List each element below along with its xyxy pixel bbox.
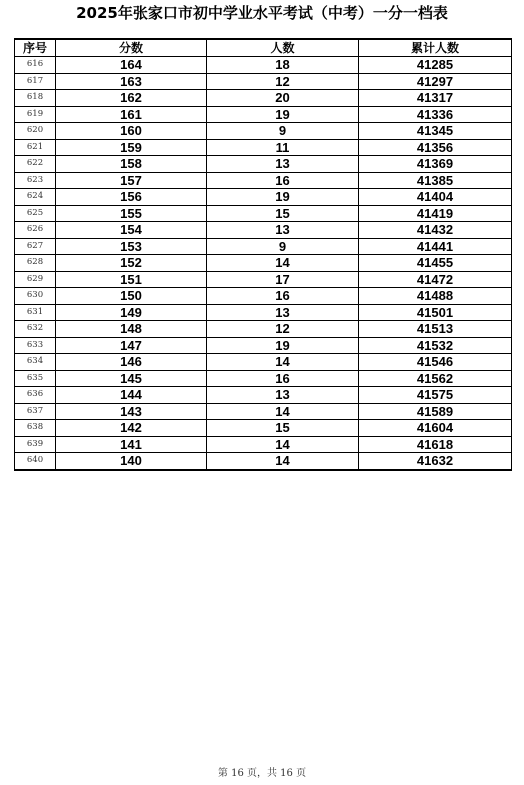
- cell-score: 147: [56, 337, 207, 354]
- cell-seq: 623: [15, 172, 56, 189]
- cell-score: 150: [56, 288, 207, 305]
- header-count: 人数: [207, 39, 359, 57]
- cell-cumulative: 41632: [359, 453, 512, 470]
- cell-cumulative: 41513: [359, 321, 512, 338]
- page-title: 2025年张家口市初中学业水平考试（中考）一分一档表: [76, 4, 448, 22]
- table-row: [15, 304, 512, 321]
- header-seq: 序号: [15, 39, 56, 57]
- table-row: [15, 271, 512, 288]
- cell-seq: 628: [15, 255, 56, 272]
- table-row: [15, 90, 512, 107]
- table-row: [15, 337, 512, 354]
- cell-seq: 631: [15, 304, 56, 321]
- cell-cumulative: 41356: [359, 139, 512, 156]
- cell-score: 152: [56, 255, 207, 272]
- table-header-row: [15, 39, 512, 57]
- table-row: [15, 156, 512, 173]
- cell-cumulative: 41455: [359, 255, 512, 272]
- cell-count: 13: [207, 304, 359, 321]
- score-table: [14, 38, 512, 471]
- cell-seq: 619: [15, 106, 56, 123]
- cell-score: 163: [56, 73, 207, 90]
- cell-seq: 640: [15, 453, 56, 470]
- cell-seq: 639: [15, 436, 56, 453]
- cell-count: 16: [207, 172, 359, 189]
- table-row: [15, 123, 512, 140]
- cell-score: 164: [56, 57, 207, 74]
- cell-count: 19: [207, 337, 359, 354]
- cell-cumulative: 41404: [359, 189, 512, 206]
- cell-score: 144: [56, 387, 207, 404]
- cell-seq: 634: [15, 354, 56, 371]
- cell-count: 13: [207, 156, 359, 173]
- header-score: 分数: [56, 39, 207, 57]
- cell-seq: 626: [15, 222, 56, 239]
- cell-cumulative: 41297: [359, 73, 512, 90]
- cell-score: 142: [56, 420, 207, 437]
- cell-cumulative: 41472: [359, 271, 512, 288]
- cell-count: 14: [207, 255, 359, 272]
- cell-score: 149: [56, 304, 207, 321]
- cell-cumulative: 41336: [359, 106, 512, 123]
- cell-cumulative: 41589: [359, 403, 512, 420]
- cell-seq: 622: [15, 156, 56, 173]
- cell-score: 159: [56, 139, 207, 156]
- cell-score: 143: [56, 403, 207, 420]
- cell-score: 161: [56, 106, 207, 123]
- cell-score: 145: [56, 370, 207, 387]
- cell-count: 15: [207, 420, 359, 437]
- cell-cumulative: 41604: [359, 420, 512, 437]
- table-row: [15, 172, 512, 189]
- cell-seq: 632: [15, 321, 56, 338]
- cell-seq: 617: [15, 73, 56, 90]
- cell-score: 156: [56, 189, 207, 206]
- cell-cumulative: 41546: [359, 354, 512, 371]
- cell-score: 154: [56, 222, 207, 239]
- cell-count: 9: [207, 238, 359, 255]
- cell-score: 157: [56, 172, 207, 189]
- header-cumulative: 累计人数: [359, 39, 512, 57]
- cell-count: 14: [207, 403, 359, 420]
- cell-seq: 636: [15, 387, 56, 404]
- table-body: [15, 57, 512, 470]
- cell-seq: 627: [15, 238, 56, 255]
- page-number: 第 16 页，共 16 页: [217, 768, 307, 779]
- cell-score: 141: [56, 436, 207, 453]
- cell-count: 14: [207, 436, 359, 453]
- cell-count: 19: [207, 106, 359, 123]
- cell-count: 14: [207, 354, 359, 371]
- cell-cumulative: 41419: [359, 205, 512, 222]
- cell-cumulative: 41488: [359, 288, 512, 305]
- cell-cumulative: 41532: [359, 337, 512, 354]
- cell-cumulative: 41432: [359, 222, 512, 239]
- cell-count: 16: [207, 288, 359, 305]
- table-row: [15, 420, 512, 437]
- table-row: [15, 73, 512, 90]
- table-row: [15, 139, 512, 156]
- table-row: [15, 321, 512, 338]
- cell-score: 146: [56, 354, 207, 371]
- cell-score: 155: [56, 205, 207, 222]
- cell-cumulative: 41441: [359, 238, 512, 255]
- table-row: [15, 106, 512, 123]
- cell-count: 17: [207, 271, 359, 288]
- cell-seq: 616: [15, 57, 56, 74]
- cell-count: 13: [207, 387, 359, 404]
- cell-seq: 638: [15, 420, 56, 437]
- cell-cumulative: 41575: [359, 387, 512, 404]
- cell-count: 18: [207, 57, 359, 74]
- cell-seq: 624: [15, 189, 56, 206]
- cell-count: 9: [207, 123, 359, 140]
- cell-count: 12: [207, 73, 359, 90]
- cell-seq: 630: [15, 288, 56, 305]
- cell-score: 158: [56, 156, 207, 173]
- cell-score: 148: [56, 321, 207, 338]
- cell-cumulative: 41501: [359, 304, 512, 321]
- cell-count: 12: [207, 321, 359, 338]
- cell-count: 11: [207, 139, 359, 156]
- cell-count: 20: [207, 90, 359, 107]
- cell-count: 14: [207, 453, 359, 470]
- table-row: [15, 403, 512, 420]
- cell-score: 153: [56, 238, 207, 255]
- table-row: [15, 238, 512, 255]
- cell-count: 15: [207, 205, 359, 222]
- cell-seq: 625: [15, 205, 56, 222]
- cell-score: 151: [56, 271, 207, 288]
- cell-seq: 621: [15, 139, 56, 156]
- cell-cumulative: 41562: [359, 370, 512, 387]
- cell-cumulative: 41317: [359, 90, 512, 107]
- cell-cumulative: 41618: [359, 436, 512, 453]
- table-row: [15, 436, 512, 453]
- cell-count: 13: [207, 222, 359, 239]
- cell-seq: 635: [15, 370, 56, 387]
- table-row: [15, 189, 512, 206]
- table-row: [15, 255, 512, 272]
- table-row: [15, 354, 512, 371]
- cell-cumulative: 41369: [359, 156, 512, 173]
- cell-seq: 618: [15, 90, 56, 107]
- cell-score: 160: [56, 123, 207, 140]
- cell-score: 162: [56, 90, 207, 107]
- table-row: [15, 222, 512, 239]
- table-row: [15, 288, 512, 305]
- cell-cumulative: 41385: [359, 172, 512, 189]
- cell-score: 140: [56, 453, 207, 470]
- cell-count: 16: [207, 370, 359, 387]
- table-row: [15, 205, 512, 222]
- cell-seq: 637: [15, 403, 56, 420]
- cell-count: 19: [207, 189, 359, 206]
- table-row: [15, 370, 512, 387]
- cell-seq: 629: [15, 271, 56, 288]
- table-row: [15, 57, 512, 74]
- table-row: [15, 453, 512, 470]
- cell-seq: 620: [15, 123, 56, 140]
- cell-cumulative: 41345: [359, 123, 512, 140]
- cell-seq: 633: [15, 337, 56, 354]
- cell-cumulative: 41285: [359, 57, 512, 74]
- table-row: [15, 387, 512, 404]
